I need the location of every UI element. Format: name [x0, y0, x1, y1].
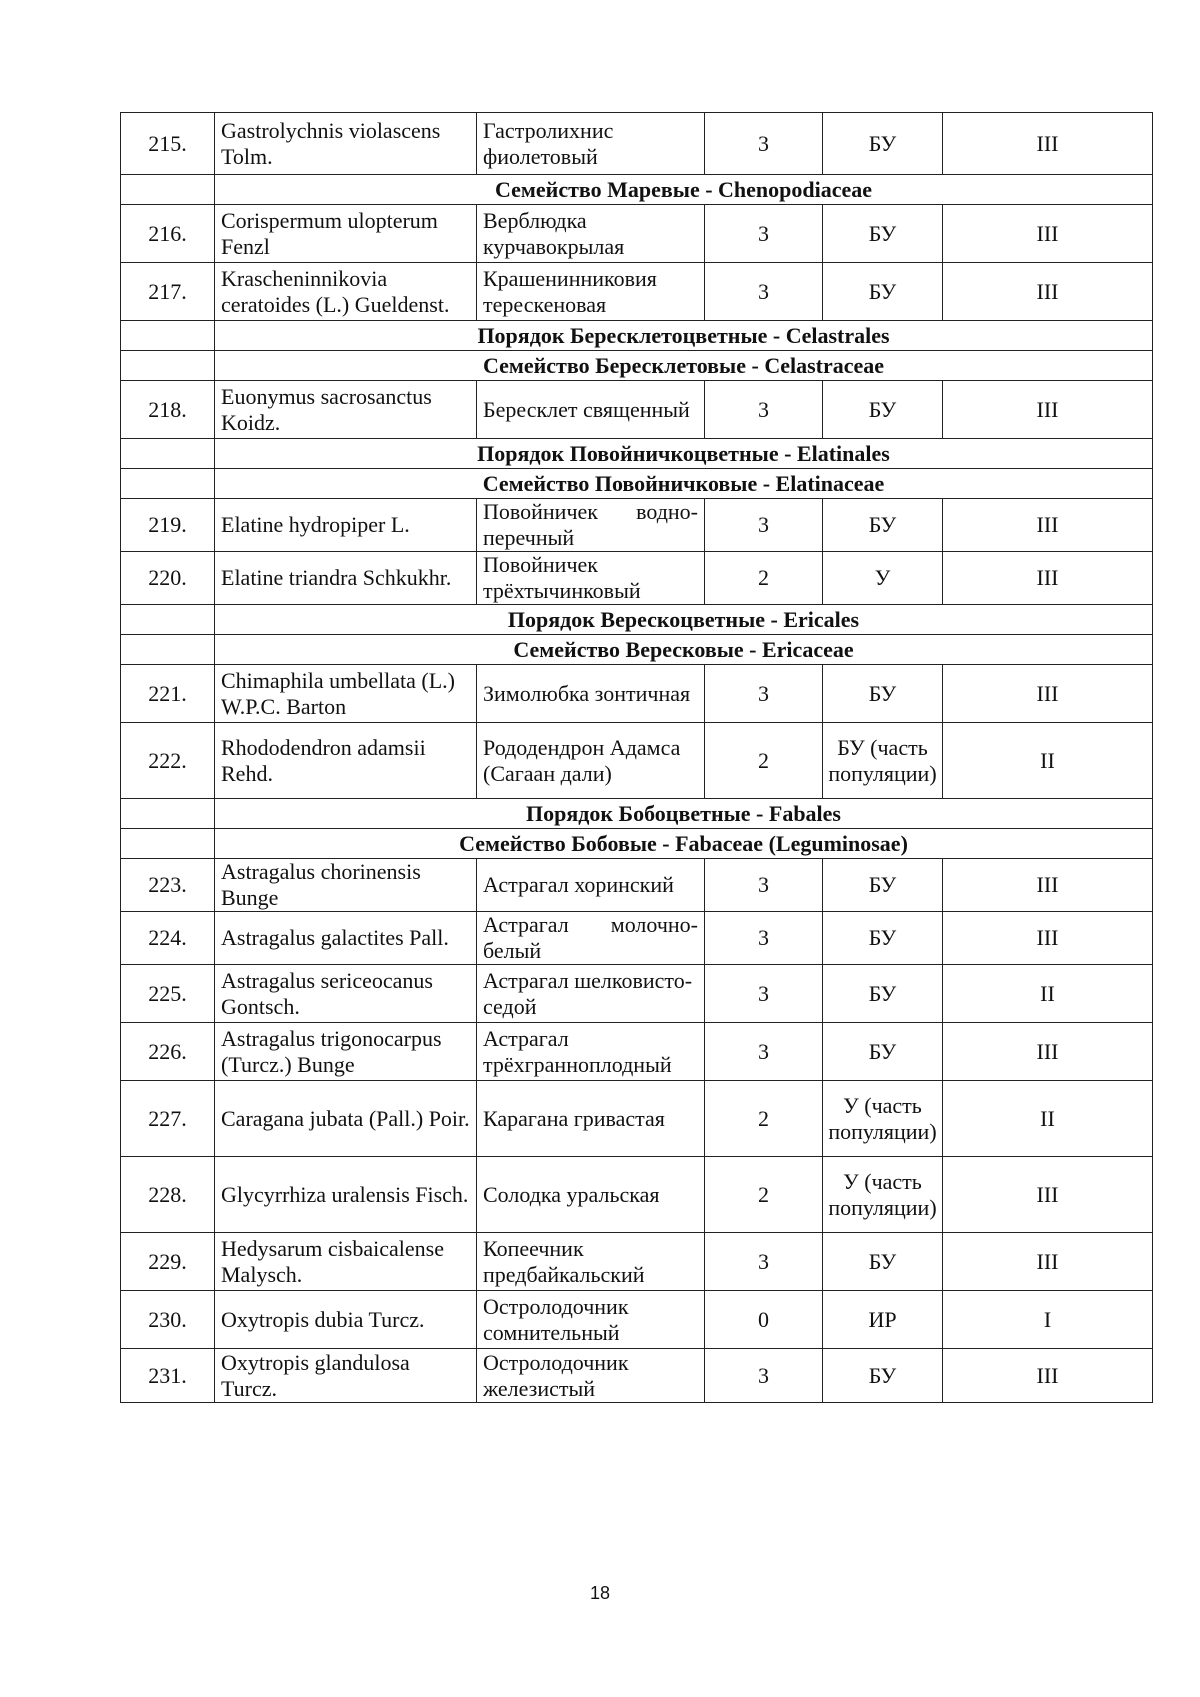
status-cell: БУ — [823, 205, 943, 263]
section-header-row — [121, 351, 1153, 381]
latin-name-cell: Rhododendron adamsii Rehd. — [215, 723, 477, 799]
latin-name-cell: Elatine triandra Schkukhr. — [215, 552, 477, 605]
section-blank-cell — [121, 799, 215, 829]
category-cell: 3 — [705, 1349, 823, 1403]
priority-level-cell: III — [943, 499, 1153, 552]
russian-name-cell: Астрагал шелковисто-седой — [477, 965, 705, 1023]
priority-level-cell: II — [943, 965, 1153, 1023]
status-cell: У (часть популяции) — [823, 1157, 943, 1233]
row-number-cell: 226. — [121, 1023, 215, 1081]
species-row — [121, 723, 1153, 799]
russian-name-cell: Повойничек водно-перечный — [477, 499, 705, 552]
russian-name-cell: Бересклет священный — [477, 381, 705, 439]
species-row — [121, 381, 1153, 439]
species-row — [121, 965, 1153, 1023]
species-row — [121, 499, 1153, 552]
species-table-wrapper — [120, 112, 1152, 1403]
species-row — [121, 1233, 1153, 1291]
status-cell: БУ — [823, 1233, 943, 1291]
priority-level-cell: III — [943, 665, 1153, 723]
section-header-row — [121, 321, 1153, 351]
priority-level-cell: III — [943, 1233, 1153, 1291]
red-book-species-table — [120, 112, 1153, 1403]
row-number-cell: 221. — [121, 665, 215, 723]
status-cell: БУ — [823, 113, 943, 175]
status-cell: БУ — [823, 859, 943, 912]
section-blank-cell — [121, 469, 215, 499]
category-cell: 2 — [705, 723, 823, 799]
species-row — [121, 1291, 1153, 1349]
status-cell: У — [823, 552, 943, 605]
species-row — [121, 912, 1153, 965]
russian-name-cell: Крашенинниковия терескеновая — [477, 263, 705, 321]
category-cell: 2 — [705, 1157, 823, 1233]
species-row — [121, 263, 1153, 321]
row-number-cell: 219. — [121, 499, 215, 552]
section-title: Порядок Бобоцветные - Fabales — [215, 799, 1153, 829]
russian-name-cell: Астрагал трёхгранноплодный — [477, 1023, 705, 1081]
latin-name-cell: Oxytropis glandulosa Turcz. — [215, 1349, 477, 1403]
priority-level-cell: II — [943, 723, 1153, 799]
section-title: Семейство Бобовые - Fabaceae (Leguminosae) — [215, 829, 1153, 859]
row-number-cell: 222. — [121, 723, 215, 799]
category-cell: 2 — [705, 552, 823, 605]
category-cell: 3 — [705, 205, 823, 263]
priority-level-cell: III — [943, 113, 1153, 175]
page-number: 18 — [589, 1583, 611, 1603]
row-number-cell: 218. — [121, 381, 215, 439]
species-row — [121, 1023, 1153, 1081]
category-cell: 3 — [705, 859, 823, 912]
russian-name-cell: Верблюдка курчавокрылая — [477, 205, 705, 263]
section-blank-cell — [121, 351, 215, 381]
latin-name-cell: Krascheninnikovia ceratoides (L.) Gueldenst. — [215, 263, 477, 321]
row-number-cell: 227. — [121, 1081, 215, 1157]
russian-name-cell: Остролодочник сомнительный — [477, 1291, 705, 1349]
section-title: Порядок Верескоцветные - Ericales — [215, 605, 1153, 635]
section-header-row — [121, 829, 1153, 859]
latin-name-cell: Gastrolychnis violascens Tolm. — [215, 113, 477, 175]
status-cell: У (часть популяции) — [823, 1081, 943, 1157]
section-header-row — [121, 439, 1153, 469]
species-row — [121, 665, 1153, 723]
latin-name-cell: Caragana jubata (Pall.) Poir. — [215, 1081, 477, 1157]
priority-level-cell: III — [943, 1157, 1153, 1233]
species-row — [121, 205, 1153, 263]
latin-name-cell: Oxytropis dubia Turcz. — [215, 1291, 477, 1349]
russian-name-cell: Остролодочник железистый — [477, 1349, 705, 1403]
category-cell: 3 — [705, 1023, 823, 1081]
species-row — [121, 113, 1153, 175]
row-number-cell: 224. — [121, 912, 215, 965]
section-title: Семейство Бересклетовые - Celastraceae — [215, 351, 1153, 381]
status-cell: БУ — [823, 1349, 943, 1403]
latin-name-cell: Astragalus chorinensis Bunge — [215, 859, 477, 912]
section-header-row — [121, 635, 1153, 665]
latin-name-cell: Corispermum ulopterum Fenzl — [215, 205, 477, 263]
section-blank-cell — [121, 635, 215, 665]
section-header-row — [121, 469, 1153, 499]
status-cell: БУ — [823, 912, 943, 965]
category-cell: 2 — [705, 1081, 823, 1157]
latin-name-cell: Hedysarum cisbaicalense Malysch. — [215, 1233, 477, 1291]
latin-name-cell: Astragalus trigonocarpus (Turcz.) Bunge — [215, 1023, 477, 1081]
priority-level-cell: III — [943, 859, 1153, 912]
status-cell: ИР — [823, 1291, 943, 1349]
section-header-row — [121, 605, 1153, 635]
species-row — [121, 1157, 1153, 1233]
russian-name-cell: Астрагал хоринский — [477, 859, 705, 912]
species-row — [121, 552, 1153, 605]
status-cell: БУ — [823, 965, 943, 1023]
section-blank-cell — [121, 175, 215, 205]
section-title: Семейство Маревые - Chenopodiaceae — [215, 175, 1153, 205]
row-number-cell: 217. — [121, 263, 215, 321]
priority-level-cell: III — [943, 912, 1153, 965]
category-cell: 0 — [705, 1291, 823, 1349]
priority-level-cell: III — [943, 1023, 1153, 1081]
section-title: Порядок Повойничкоцветные - Elatinales — [215, 439, 1153, 469]
russian-name-cell: Солодка уральская — [477, 1157, 705, 1233]
priority-level-cell: III — [943, 381, 1153, 439]
status-cell: БУ — [823, 263, 943, 321]
category-cell: 3 — [705, 1233, 823, 1291]
russian-name-cell: Карагана гривастая — [477, 1081, 705, 1157]
russian-name-cell: Зимолюбка зонтичная — [477, 665, 705, 723]
russian-name-cell: Копеечник предбайкальский — [477, 1233, 705, 1291]
priority-level-cell: II — [943, 1081, 1153, 1157]
status-cell: БУ — [823, 381, 943, 439]
category-cell: 3 — [705, 965, 823, 1023]
section-header-row — [121, 175, 1153, 205]
russian-name-cell: Гастролихнис фиолетовый — [477, 113, 705, 175]
category-cell: 3 — [705, 381, 823, 439]
category-cell: 3 — [705, 113, 823, 175]
section-blank-cell — [121, 321, 215, 351]
priority-level-cell: III — [943, 1349, 1153, 1403]
status-cell: БУ (часть популяции) — [823, 723, 943, 799]
row-number-cell: 230. — [121, 1291, 215, 1349]
row-number-cell: 231. — [121, 1349, 215, 1403]
latin-name-cell: Elatine hydropiper L. — [215, 499, 477, 552]
status-cell: БУ — [823, 665, 943, 723]
category-cell: 3 — [705, 263, 823, 321]
species-row — [121, 1349, 1153, 1403]
priority-level-cell: I — [943, 1291, 1153, 1349]
category-cell: 3 — [705, 665, 823, 723]
row-number-cell: 228. — [121, 1157, 215, 1233]
row-number-cell: 215. — [121, 113, 215, 175]
priority-level-cell: III — [943, 552, 1153, 605]
russian-name-cell: Повойничек трёхтычинковый — [477, 552, 705, 605]
section-blank-cell — [121, 439, 215, 469]
row-number-cell: 223. — [121, 859, 215, 912]
section-blank-cell — [121, 829, 215, 859]
priority-level-cell: III — [943, 263, 1153, 321]
status-cell: БУ — [823, 499, 943, 552]
table-body — [121, 113, 1153, 1403]
row-number-cell: 216. — [121, 205, 215, 263]
latin-name-cell: Astragalus galactites Pall. — [215, 912, 477, 965]
row-number-cell: 229. — [121, 1233, 215, 1291]
section-blank-cell — [121, 605, 215, 635]
russian-name-cell: Астрагал молочно-белый — [477, 912, 705, 965]
row-number-cell: 220. — [121, 552, 215, 605]
section-title: Семейство Вересковые - Ericaceae — [215, 635, 1153, 665]
species-row — [121, 859, 1153, 912]
status-cell: БУ — [823, 1023, 943, 1081]
priority-level-cell: III — [943, 205, 1153, 263]
species-row — [121, 1081, 1153, 1157]
latin-name-cell: Astragalus sericeocanus Gontsch. — [215, 965, 477, 1023]
row-number-cell: 225. — [121, 965, 215, 1023]
latin-name-cell: Euonymus sacrosanctus Koidz. — [215, 381, 477, 439]
section-title: Порядок Бересклетоцветные - Celastrales — [215, 321, 1153, 351]
latin-name-cell: Glycyrrhiza uralensis Fisch. — [215, 1157, 477, 1233]
russian-name-cell: Рододендрон Адамса (Сагаан дали) — [477, 723, 705, 799]
latin-name-cell: Chimaphila umbellata (L.) W.P.C. Barton — [215, 665, 477, 723]
section-header-row — [121, 799, 1153, 829]
category-cell: 3 — [705, 499, 823, 552]
category-cell: 3 — [705, 912, 823, 965]
section-title: Семейство Повойничковые - Elatinaceae — [215, 469, 1153, 499]
